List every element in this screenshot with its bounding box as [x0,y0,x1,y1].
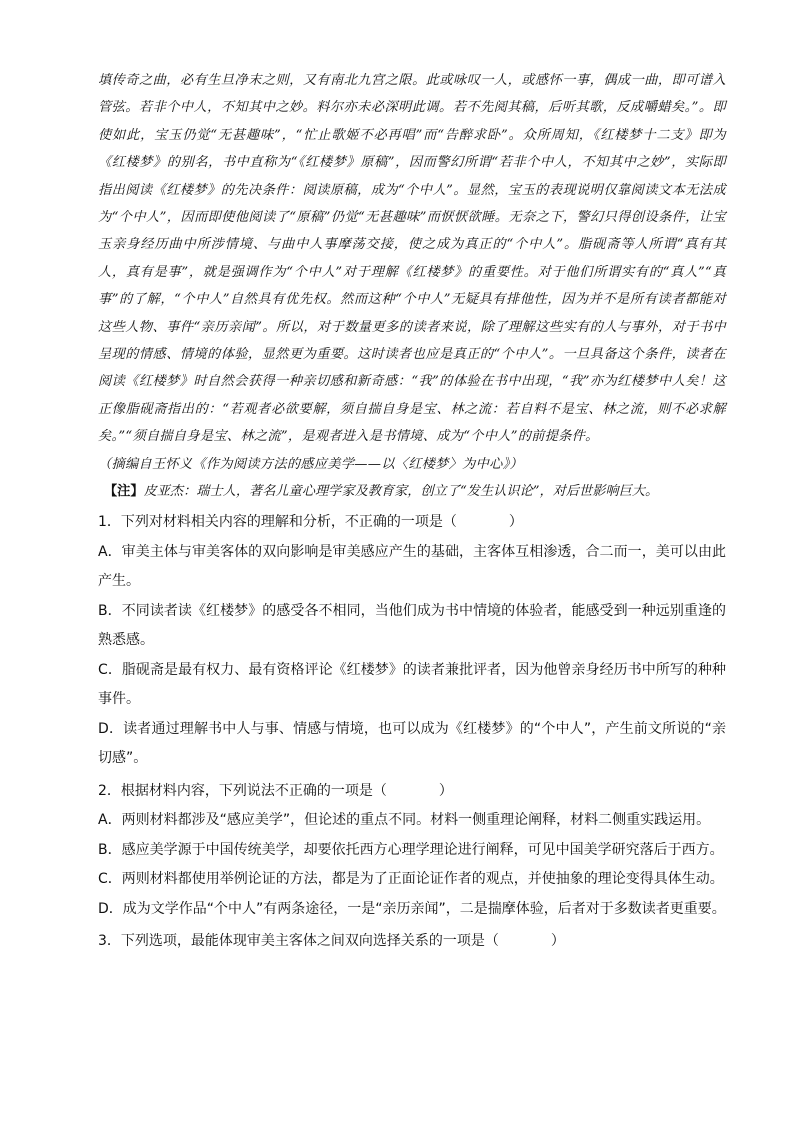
option-c: C．脂砚斋是最有权力、最有资格评论《红楼梦》的读者兼批评者，因为他曾亲身经历书中所写的种种事件。 [98,661,726,708]
option-d: D．读者通过理解书中人与事、情感与情境，也可以成为《红楼梦》的“个中人”，产生前文所说的“亲切感”。 [98,720,726,767]
question-1 [98,508,726,774]
question-2 [98,777,726,925]
question-stem: 1．下列对材料相关内容的理解和分析，不正确的一项是（ ） [98,514,523,531]
question-stem: 3．下列选项，最能体现审美主客体之间双向选择关系的一项是（ ） [98,933,565,950]
question-stem: 2．根据材料内容，下列说法不正确的一项是（ ） [98,782,453,799]
option-a: A．两则材料都涉及“感应美学”，但论述的重点不同。材料一侧重理论阐释，材料二侧重实践运用。 [98,812,711,829]
passage-paragraph: 填传奇之曲，必有生旦净末之则，又有南北九宫之限。此或咏叹一人，或感怀一事，偶成一曲，即可谱入管弦。若非个中人，不知其中之妙。料尔亦未必深明此调。若不先阅其稿，后听其歌，反成嚼蜡矣。”。即使如此，宝玉仍觉“无甚趣味”，“忙止歌姬不必再唱”而“告醉求卧”。众所周知，《红楼梦十二支》即为《红楼梦》的别名，书中直称为“《红楼梦》原稿”，因而警幻所谓“若非个中人，不知其中之妙”，实际即指出阅读《红楼梦》的先决条件：阅读原稿，成为“个中人”。显然，宝玉的表现说明仅靠阅读文本无法成为“个中人”，因而即使他阅读了“原稿”仍觉“无甚趣味”而恹恹欲睡。无奈之下，警幻只得创设条件，让宝玉亲身经历曲中所涉情境、与曲中人事摩荡交接，使之成为真正的“个中人”。脂砚斋等人所谓“真有其人，真有是事”，就是强调作为“个中人”对于理解《红楼梦》的重要性。对于他们所谓实有的“真人”“真事”的了解，“个中人”自然具有优先权。然而这种“个中人”无疑具有排他性，因为并不是所有读者都能对这些人物、事件“亲历亲闻”。所以，对于数量更多的读者来说，除了理解这些实有的人与事外，对于书中呈现的情感、情境的体验，显然更为重要。这时读者也应是真正的“个中人”。一旦具备这个条件，读者在阅读《红楼梦》时自然会获得一种亲切感和新奇感：“我”的体验在书中出现，“我”亦为红楼梦中人矣！这正像脂砚斋指出的：“若观者必欲要解，须自揣自身是宝、林之流：若自料不是宝、林之流，则不必求解矣。”“须自揣自身是宝、林之流”，是观者进入是书情境、成为“个中人”的前提条件。 [98,73,726,445]
footnote [98,478,726,505]
option-c: C．两则材料都使用举例论证的方法，都是为了正面论证作者的观点，并使抽象的理论变得具体生动。 [98,871,724,888]
reading-passage [98,67,726,478]
passage-source: （摘编自王怀义《作为阅读方法的感应美学——以〈红楼梦〉为中心》） [98,456,523,472]
option-b: B．感应美学源于中国传统美学，却要依托西方心理学理论进行阐释，可见中国美学研究落后于西方。 [98,841,724,858]
question-3 [98,927,726,957]
option-b: B．不同读者读《红楼梦》的感受各不相同，当他们成为书中情境的体验者，能感受到一种远别重逢的熟悉感。 [98,602,726,649]
option-a: A．审美主体与审美客体的双向影响是审美感应产生的基础，主客体互相渗透，合二而一，美可以由此产生。 [98,543,726,590]
footnote-tag: 【注】 [104,484,144,500]
footnote-text: 皮亚杰：瑞士人，著名儿童心理学家及教育家，创立了“发生认识论”，对后世影响巨大。 [143,484,659,500]
option-d: D．成为文学作品“个中人”有两条途径，一是“亲历亲闻”，二是揣摩体验，后者对于多数读者更重要。 [98,900,726,917]
page-content [98,67,726,957]
